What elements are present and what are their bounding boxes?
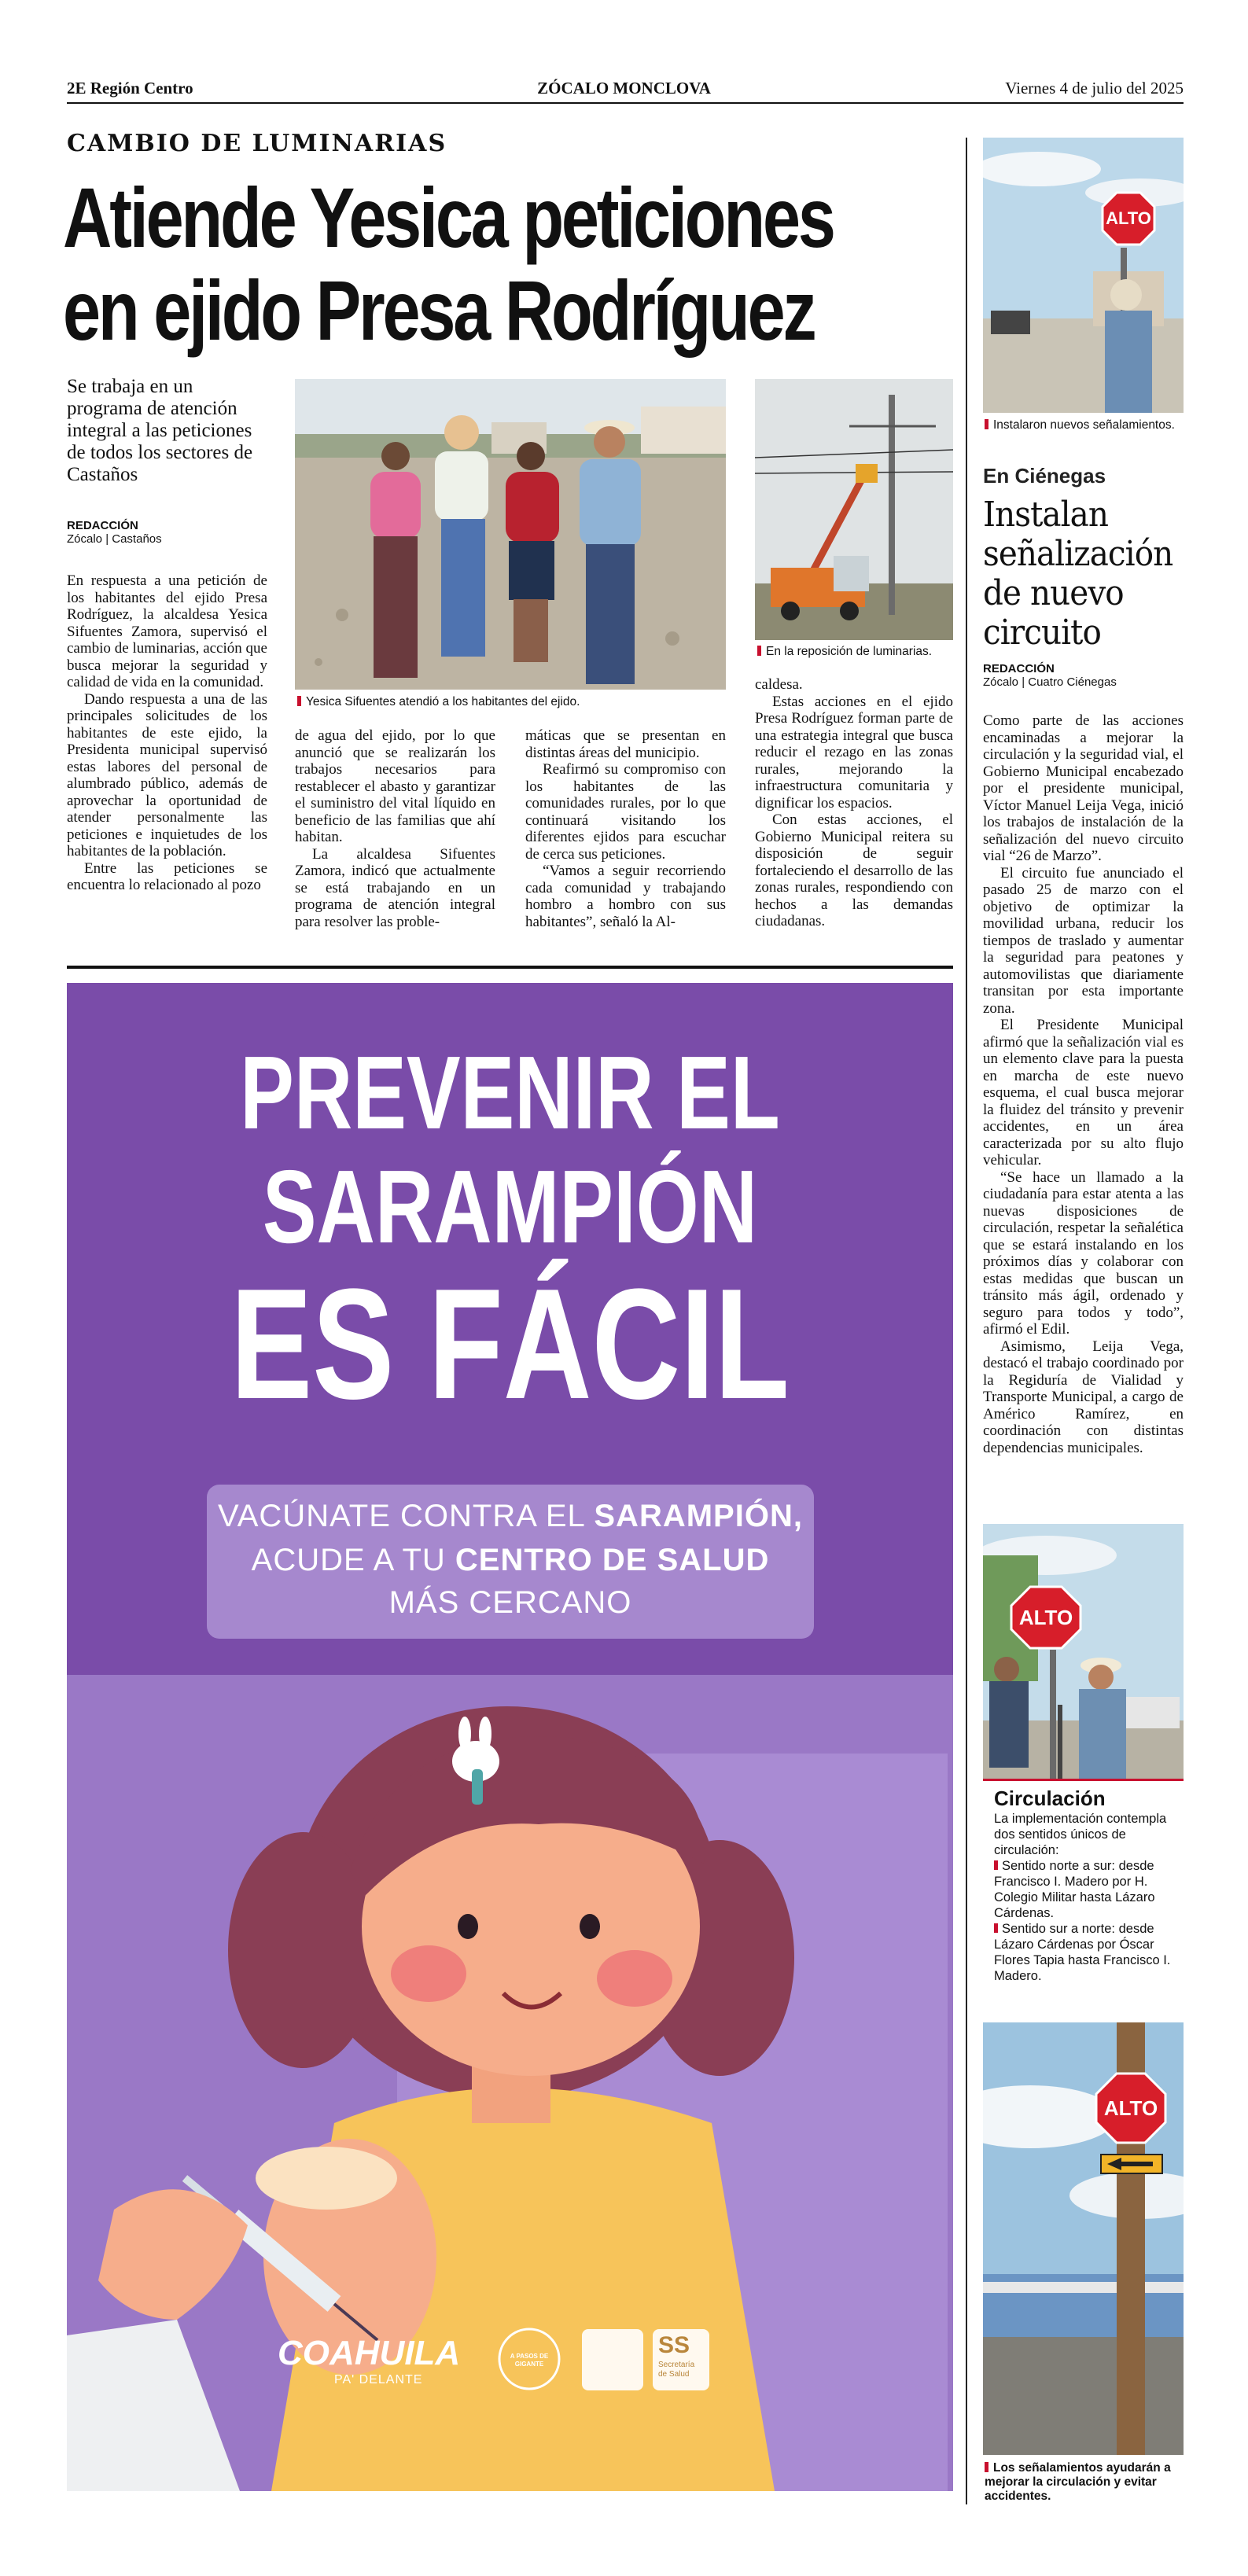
article-divider [67,966,953,969]
paragraph: El Presidente Municipal afirmó que la señalización vial es un elemento clave para la puesta en marcha de este nuevo esquema, el cual busca mejorar la fluidez del tránsito y prevenir accidentes, en un área caracterizada por su alto flujo vehicular. [983,1017,1184,1168]
side-headline: Instalan señalización de nuevo circuito [983,495,1173,653]
folio-rule [67,102,1184,104]
measles-vaccine-ad [67,983,953,2491]
column-divider [966,138,967,2504]
photo1-caption-text: Yesica Sifuentes atendió a los habitantes del ejido. [306,695,580,708]
article-deck: Se trabaja en un programa de atención integral a las peticiones de todos los sectores de Castaños [67,376,253,485]
article-byline [67,519,162,546]
infobox-item-text: Sentido norte a sur: desde Francisco I. Madero por H. Colegio Militar hasta Lázaro Cárdenas. [994,1859,1155,1920]
paragraph: Dando respuesta a una de las principales solicitudes de los habitantes de este ejido, la Presidenta municipal supervisó estas labores del personal de alumbrado público, además de aprovechar la oportunidad de atender personalmente las peticiones e inquietudes de los habitantes de la población. [67,690,267,859]
paragraph: máticas que se presentan en distintas áreas del municipio. [525,727,726,761]
issue-date: Viernes 4 de julio del 2025 [1005,79,1184,98]
side-photo-top-caption [985,418,1185,432]
infobox-item [994,1858,1183,1921]
headline-line-2: en ejido Presa Rodríguez [63,263,815,358]
paragraph: de agua del ejido, por lo que anunció que se realizarán los trabajos necesarios para restablecer el abasto y garantizar el suministro del vital líquido en beneficio de las familias que ahí habitan. [295,727,495,845]
article-column-4 [755,676,953,930]
byline-place: Zócalo | Castaños [67,532,162,546]
caption-marker [757,646,761,656]
paragraph: Entre las peticiones se encuentra lo relacionado al pozo [67,859,267,893]
ad-headline-line-2: SARAMPIÓN [262,1149,758,1264]
photo-stop-sign-pole [983,2022,1184,2455]
paragraph: Reafirmó su compromiso con los habitantes de las comunidades rurales, por lo que continuará visitando los diferentes ejidos para escuchar de cerca sus peticiones. [525,761,726,863]
photo-stop-sign-pole-image [983,2022,1184,2455]
photo-stop-sign-worker [983,138,1184,413]
side-article-body [983,712,1184,1456]
article-headline [63,170,834,358]
infobox-intro: La implementación contempla dos sentidos únicos de circulación: [994,1812,1167,1857]
svg-text:ALTO: ALTO [1103,2096,1158,2120]
ss-logo-subtitle: Secretaría de Salud [658,2361,695,2379]
coahuila-logo: COAHUILA [278,2334,461,2372]
photo2-caption [757,645,955,659]
photo-group-residents-image [295,379,726,690]
pasos-de-gigante-logo: A PASOS DE GIGANTE [510,2353,549,2368]
infobox-item [994,1921,1183,1984]
infobox-title: Circulación [994,1787,1106,1810]
paragraph: “Vamos a seguir recorriendo cada comunidad y trabajando hombro a hombro con sus habitantes”, señaló la Al- [525,863,726,930]
newspaper-name: ZÓCALO MONCLOVA [537,79,711,98]
article-kicker: CAMBIO DE LUMINARIAS [67,130,447,157]
ad-headline-line-1: PREVENIR EL [240,1035,780,1150]
photo-crane-truck [755,379,953,640]
photo-workers-installing-sign [983,1524,1184,1779]
ad-subline-1 [207,1499,814,1534]
caption-marker [985,2462,988,2472]
ad-headline-line-3: ES FÁCIL [230,1257,790,1432]
ad-subline-2 [207,1543,814,1578]
side-byline [983,662,1117,689]
photo-crane-truck-image [755,379,953,640]
svg-text:ALTO: ALTO [1106,208,1151,228]
ad-subline-2-a: ACUDE A TU [251,1543,455,1577]
article-column-2 [295,727,495,930]
page-section-label: 2E Región Centro [67,79,193,98]
photo2-caption-text: En la reposición de luminarias. [766,645,933,658]
caption-marker [297,696,301,706]
ss-logo: SS [658,2332,690,2358]
side-section-label: En Ciénegas [983,464,1106,488]
headline-line-1: Atiende Yesica peticiones [63,170,834,265]
photo-workers-installing-sign-image [983,1524,1184,1779]
ad-subline-3: MÁS CERCANO [388,1585,632,1620]
photo1-caption [297,695,728,709]
paragraph: Asimismo, Leija Vega, destacó el trabajo coordinado por la Regiduría de Vialidad y Transporte Municipal, a cargo de Américo Ramírez, en coordinación con distintas dependencias municipales. [983,1338,1184,1456]
caption-marker [985,419,988,429]
ad-subline-1-a: VACÚNATE CONTRA EL [218,1499,595,1533]
paragraph: El circuito fue anunciado el pasado 25 de marzo con el objetivo de optimizar la movilidad urbana, reducir los tiempos de traslado y aumentar la seguridad para peatones y automovilistas que diariamente transitan por esta importante zona. [983,864,1184,1017]
svg-text:ALTO: ALTO [1018,1606,1073,1629]
article-column-3 [525,727,726,930]
photo-group-residents [295,379,726,690]
ad-subline-2-b: CENTRO DE SALUD [455,1543,770,1577]
circulation-infobox [994,1787,1183,1984]
side-byline-place: Zócalo | Cuatro Ciénegas [983,675,1117,689]
paragraph: La alcaldesa Sifuentes Zamora, indicó que actualmente se está trabajando en un programa de atención integral para resolver las proble- [295,845,495,930]
ad-subline-1-b: SARAMPIÓN, [594,1499,803,1533]
side-byline-name: REDACCIÓN [983,662,1055,675]
coahuila-logo-tagline: PA' DELANTE [334,2373,423,2386]
side-photo-top-caption-text: Instalaron nuevos señalamientos. [993,418,1175,432]
side-photo-bottom-caption-text: Los señalamientos ayudarán a mejorar la circulación y evitar accidentes. [985,2461,1171,2503]
paragraph: caldesa. [755,676,803,693]
paragraph: Como parte de las acciones encaminadas a mejorar la circulación y la seguridad vial, el Gobierno Municipal encabezado por el presidente municipal, Víctor Manuel Leija Vega, inició los trabajos de instalación de la señalización del nuevo circuito vial “26 de Marzo”. [983,712,1184,864]
infobox-rule [983,1779,1184,1781]
paragraph: Estas acciones en el ejido Presa Rodríguez forman parte de una estrategia integral que busca reducir el rezago en las zonas rurales, mejorando la infraestructura comunitaria y dignificar los espacios. [755,693,953,811]
paragraph: “Se hace un llamado a la ciudadanía para estar atenta a las nuevas disposiciones de circulación, respetar la señalética que se estará instalando en los próximos días y colaborar con estas medidas que buscan un tránsito más ágil, ordenado y seguro para todos y todo”, afirmó el Edil. [983,1168,1184,1338]
bullet-marker [994,1860,998,1870]
article-column-1 [67,572,267,894]
bullet-marker [994,1923,998,1933]
paragraph: Con estas acciones, el Gobierno Municipal reitera su disposición de seguir fortaleciendo el desarrollo de las zonas rurales, respondiendo con hechos a las demandas ciudadanas. [755,811,953,929]
photo-stop-sign-worker-image [983,138,1184,413]
paragraph: En respuesta a una petición de los habitantes del ejido Presa Rodríguez, la alcaldesa Yesica Sifuentes Zamora, supervisó el cambio de luminarias, acción que busca mejorar la seguridad y calidad de vida en la comunidad. [67,572,267,690]
side-photo-bottom-caption [985,2461,1185,2504]
byline-name: REDACCIÓN [67,519,138,532]
infobox-item-text: Sentido sur a norte: desde Lázaro Cárdenas por Óscar Flores Tapia hasta Francisco I. Madero. [994,1922,1171,1983]
